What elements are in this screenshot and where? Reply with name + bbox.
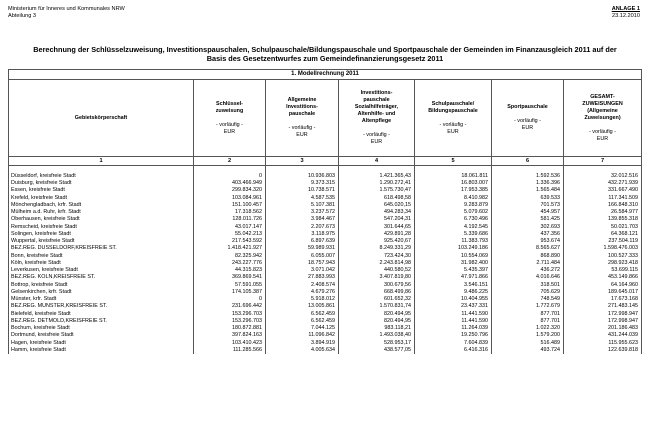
title-line-1: Berechnung der Schlüsselzuweisung, Investitionspauschalen, Schulpauschale/Bildungspauschale und Sportpauschale der Gemeinden im Finanzausgleich 2011 auf der (33, 45, 617, 54)
column-header-4 (339, 80, 415, 157)
amount-cell: 172.998.947 (564, 311, 642, 318)
table-row (9, 231, 642, 238)
amount-cell: 180.872.881 (194, 325, 266, 332)
amount-cell: 47.971.866 (415, 274, 492, 281)
amount-cell: 601.652,32 (339, 296, 415, 303)
table-row (9, 282, 642, 289)
amount-cell: 705.629 (492, 289, 564, 296)
title-line-2: Basis des Gesetzentwurfes zum Gemeindefinanzierungsgesetz 2011 (206, 54, 444, 63)
amount-cell: 237.504.119 (564, 238, 642, 245)
amount-cell: 53.699.115 (564, 267, 642, 274)
column-unit-label: - vorläufig - EUR (363, 132, 390, 145)
amount-cell: 172.998.947 (564, 318, 642, 325)
amount-cell: 57.591.055 (194, 282, 266, 289)
municipality-name-cell: Gelsenkirchen, krfr. Stadt (9, 289, 194, 296)
table-row (9, 296, 642, 303)
amount-cell: 8.565.627 (492, 245, 564, 252)
amount-cell: 723.424,30 (339, 253, 415, 260)
amount-cell: 59.989.931 (266, 245, 339, 252)
amount-cell: 217.543.592 (194, 238, 266, 245)
amount-cell: 11.441.590 (415, 311, 492, 318)
amount-cell: 4.679.276 (266, 289, 339, 296)
amount-cell: 369.869.541 (194, 274, 266, 281)
amount-cell: 128.011.726 (194, 216, 266, 223)
amount-cell: 4.016.646 (492, 274, 564, 281)
municipality-name-cell: Hagen, kreisfreie Stadt (9, 340, 194, 347)
amount-cell: 17.318.562 (194, 209, 266, 216)
amount-cell: 153.296.703 (194, 311, 266, 318)
amount-cell: 117.341.509 (564, 195, 642, 202)
amount-cell: 1.421.365,43 (339, 173, 415, 180)
amount-cell: 11.383.793 (415, 238, 492, 245)
amount-cell: 11.441.590 (415, 318, 492, 325)
amount-cell: 820.494,95 (339, 311, 415, 318)
amount-cell: 122.639.818 (564, 347, 642, 354)
amount-cell: 6.562.459 (266, 318, 339, 325)
amount-cell: 748.549 (492, 296, 564, 303)
amount-cell: 9.373.315 (266, 180, 339, 187)
municipality-name-cell: Bottrop, kreisfreie Stadt (9, 282, 194, 289)
amount-cell: 820.494,95 (339, 318, 415, 325)
column-number-row (9, 157, 642, 166)
amount-cell: 528.953,17 (339, 340, 415, 347)
table-row (9, 224, 642, 231)
amount-cell: 331.667.490 (564, 187, 642, 194)
amount-cell: 0 (194, 173, 266, 180)
amount-cell: 318.501 (492, 282, 564, 289)
table-row (9, 267, 642, 274)
document-title (6, 45, 644, 63)
amount-cell: 10.936.803 (266, 173, 339, 180)
amount-cell: 6.416.316 (415, 347, 492, 354)
amount-cell: 3.546.151 (415, 282, 492, 289)
annex-label: ANLAGE 1 (611, 6, 640, 12)
table-body (9, 166, 642, 355)
amount-cell: 111.285.566 (194, 347, 266, 354)
amount-cell: 2.711.484 (492, 260, 564, 267)
amount-cell: 18.061.811 (415, 173, 492, 180)
column-header-2 (194, 80, 266, 157)
amount-cell: 1.575.730,47 (339, 187, 415, 194)
amount-cell: 6.897.639 (266, 238, 339, 245)
table-row (9, 318, 642, 325)
amount-cell: 11.264.039 (415, 325, 492, 332)
amount-cell: 302.693 (492, 224, 564, 231)
amount-cell: 431.244.039 (564, 332, 642, 339)
column-label: Investitions- pauschale Sozialhilfeträger, Altenhilfe- und Altenpflege (354, 90, 399, 124)
amount-cell: 1.290.272,41 (339, 180, 415, 187)
amount-cell: 271.483.145 (564, 303, 642, 310)
amount-cell: 877.701 (492, 311, 564, 318)
municipality-name-cell: Münster, krfr. Stadt (9, 296, 194, 303)
amount-cell: 1.022.320 (492, 325, 564, 332)
amount-cell: 82.325.942 (194, 253, 266, 260)
table-row (9, 187, 642, 194)
column-header-3 (266, 80, 339, 157)
amount-cell: 5.339.686 (415, 231, 492, 238)
table-row (9, 180, 642, 187)
amount-cell: 1.565.484 (492, 187, 564, 194)
municipality-name-cell: Krefeld, kreisfreie Stadt (9, 195, 194, 202)
amount-cell: 55.042.213 (194, 231, 266, 238)
amount-cell: 3.407.819,80 (339, 274, 415, 281)
table-row (9, 195, 642, 202)
amount-cell: 668.499,86 (339, 289, 415, 296)
amount-cell: 299.834.320 (194, 187, 266, 194)
amount-cell: 243.227.776 (194, 260, 266, 267)
amount-cell: 166.848.310 (564, 202, 642, 209)
amount-cell: 31.982.400 (415, 260, 492, 267)
column-number: 6 (492, 157, 564, 166)
header-left (8, 6, 125, 20)
amount-cell: 231.696.442 (194, 303, 266, 310)
amount-cell: 3.984.467 (266, 216, 339, 223)
amount-cell: 153.296.703 (194, 318, 266, 325)
amount-cell: 23.437.331 (415, 303, 492, 310)
amount-cell: 6.730.496 (415, 216, 492, 223)
municipality-name-cell: Dortmund, kreisfreie Stadt (9, 332, 194, 339)
amount-cell: 493.724 (492, 347, 564, 354)
amount-cell: 3.237.572 (266, 209, 339, 216)
amount-cell: 7.604.839 (415, 340, 492, 347)
amount-cell: 2.243.814,98 (339, 260, 415, 267)
amount-cell: 701.573 (492, 202, 564, 209)
amount-cell: 174.105.387 (194, 289, 266, 296)
amount-cell: 13.005.861 (266, 303, 339, 310)
amount-cell: 7.044.125 (266, 325, 339, 332)
amount-cell: 17.673.168 (564, 296, 642, 303)
amount-cell: 103.410.423 (194, 340, 266, 347)
amount-cell: 397.824.163 (194, 332, 266, 339)
amount-cell: 103.249.186 (415, 245, 492, 252)
amount-cell: 100.527.333 (564, 253, 642, 260)
column-header-1 (9, 80, 194, 157)
amount-cell: 1.579.200 (492, 332, 564, 339)
amount-cell: 301.644,65 (339, 224, 415, 231)
amount-cell: 618.498,58 (339, 195, 415, 202)
table-row (9, 202, 642, 209)
amount-cell: 868.890 (492, 253, 564, 260)
amount-cell: 1.592.536 (492, 173, 564, 180)
allocation-table (8, 69, 642, 354)
column-unit-label: - vorläufig - EUR (439, 121, 467, 135)
amount-cell: 17.953.385 (415, 187, 492, 194)
municipality-name-cell: Düsseldorf, kreisfreie Stadt (9, 173, 194, 180)
amount-cell: 103.084.961 (194, 195, 266, 202)
amount-cell: 19.250.796 (415, 332, 492, 339)
amount-cell: 3.894.919 (266, 340, 339, 347)
amount-cell: 2.207.673 (266, 224, 339, 231)
amount-cell: 115.955.623 (564, 340, 642, 347)
amount-cell: 5.107.381 (266, 202, 339, 209)
amount-cell: 438.577,05 (339, 347, 415, 354)
column-label: Gebietskörperschaft (74, 114, 128, 121)
header-right (612, 6, 640, 20)
municipality-name-cell: Duisburg, kreisfreie Stadt (9, 180, 194, 187)
amount-cell: 4.192.545 (415, 224, 492, 231)
column-label: GESAMT- ZUWEISUNGEN (Allgemeine Zuweisungen) (582, 93, 623, 121)
column-label: Sportpauschale (507, 104, 548, 110)
amount-cell: 1.336.396 (492, 180, 564, 187)
table-banner: 1. Modellrechnung 2011 (9, 70, 642, 80)
amount-cell: 2.408.574 (266, 282, 339, 289)
amount-cell: 1.772.679 (492, 303, 564, 310)
municipality-name-cell: BEZ.REG. MÜNSTER,KREISFREIE ST. (9, 303, 194, 310)
amount-cell: 436.272 (492, 267, 564, 274)
amount-cell: 8.410.982 (415, 195, 492, 202)
amount-cell: 10.404.955 (415, 296, 492, 303)
amount-cell: 454.957 (492, 209, 564, 216)
column-number: 1 (9, 157, 194, 166)
amount-cell: 645.020,15 (339, 202, 415, 209)
amount-cell: 9.486.225 (415, 289, 492, 296)
column-unit-label: - vorläufig - EUR (589, 128, 616, 142)
amount-cell: 1.570.831,74 (339, 303, 415, 310)
table-row (9, 274, 642, 281)
column-label: Schlüssel- zuweisung (215, 100, 244, 114)
amount-cell: 3.071.042 (266, 267, 339, 274)
amount-cell: 5.918.012 (266, 296, 339, 303)
municipality-name-cell: BEZ.REG. KÖLN,KREISFREIE ST. (9, 274, 194, 281)
amount-cell: 10.738.571 (266, 187, 339, 194)
amount-cell: 494.283,34 (339, 209, 415, 216)
municipality-name-cell: Bonn, kreisfreie Stadt (9, 253, 194, 260)
amount-cell: 1.493.038,40 (339, 332, 415, 339)
spacer-row (9, 166, 642, 173)
table-row (9, 238, 642, 245)
amount-cell: 201.186.483 (564, 325, 642, 332)
amount-cell: 300.679,56 (339, 282, 415, 289)
amount-cell: 6.562.459 (266, 311, 339, 318)
table-row (9, 209, 642, 216)
amount-cell: 3.118.975 (266, 231, 339, 238)
amount-cell: 877.701 (492, 318, 564, 325)
amount-cell: 4.005.634 (266, 347, 339, 354)
table-row (9, 347, 642, 354)
municipality-name-cell: Remscheid, kreisfreie Stadt (9, 224, 194, 231)
amount-cell: 43.017.147 (194, 224, 266, 231)
column-number: 2 (194, 157, 266, 166)
column-label: Allgemeine Investitions- pauschale (286, 97, 318, 117)
municipality-name-cell: Bochum, kreisfreie Stadt (9, 325, 194, 332)
amount-cell: 32.012.516 (564, 173, 642, 180)
amount-cell: 151.100.457 (194, 202, 266, 209)
amount-cell: 1.598.476.003 (564, 245, 642, 252)
amount-cell: 11.096.842 (266, 332, 339, 339)
municipality-name-cell: Solingen, kreisfreie Stadt (9, 231, 194, 238)
column-number: 3 (266, 157, 339, 166)
amount-cell: 9.283.879 (415, 202, 492, 209)
municipality-name-cell: Mönchengladbach, krfr. Stadt (9, 202, 194, 209)
table-row (9, 311, 642, 318)
municipality-name-cell: BEZ.REG. DÜSSELDORF,KREISFREIE ST. (9, 245, 194, 252)
table-row (9, 340, 642, 347)
amount-cell: 44.315.823 (194, 267, 266, 274)
amount-cell: 189.645.017 (564, 289, 642, 296)
table-row (9, 173, 642, 180)
municipality-name-cell: BEZ.REG. DETMOLD,KREISFREIE ST. (9, 318, 194, 325)
municipality-name-cell: Wuppertal, kreisfreie Stadt (9, 238, 194, 245)
amount-cell: 925.420,67 (339, 238, 415, 245)
amount-cell: 5.435.397 (415, 267, 492, 274)
column-number: 4 (339, 157, 415, 166)
amount-cell: 0 (194, 296, 266, 303)
municipality-name-cell: Essen, kreisfreie Stadt (9, 187, 194, 194)
municipality-name-cell: Leverkusen, kreisfreie Stadt (9, 267, 194, 274)
amount-cell: 64.164.960 (564, 282, 642, 289)
ministry-name: Ministerium für Inneres und Kommunales NRW (8, 6, 125, 12)
municipality-name-cell: Köln, kreisfreie Stadt (9, 260, 194, 267)
amount-cell: 953.674 (492, 238, 564, 245)
column-header-6 (492, 80, 564, 157)
amount-cell: 639.533 (492, 195, 564, 202)
amount-cell: 5.079.602 (415, 209, 492, 216)
amount-cell: 27.883.993 (266, 274, 339, 281)
column-label: Schulpauschale/ Bildungspauschale (428, 100, 478, 114)
amount-cell: 10.554.069 (415, 253, 492, 260)
amount-cell: 8.249.331,29 (339, 245, 415, 252)
table-row (9, 253, 642, 260)
amount-cell: 18.757.943 (266, 260, 339, 267)
department-name: Abteilung 3 (8, 13, 36, 19)
amount-cell: 298.923.418 (564, 260, 642, 267)
amount-cell: 139.855.318 (564, 216, 642, 223)
table-row (9, 325, 642, 332)
amount-cell: 429.891,28 (339, 231, 415, 238)
table-row (9, 332, 642, 339)
amount-cell: 453.149.866 (564, 274, 642, 281)
column-unit-label: - vorläufig - EUR (288, 125, 316, 138)
column-header-5 (415, 80, 492, 157)
column-number: 5 (415, 157, 492, 166)
amount-cell: 516.489 (492, 340, 564, 347)
column-header-7 (564, 80, 642, 157)
column-unit-label: - vorläufig - EUR (514, 118, 541, 131)
amount-cell: 983.118,21 (339, 325, 415, 332)
table-row (9, 260, 642, 267)
table-row (9, 216, 642, 223)
document-date: 23.12.2010 (612, 13, 640, 19)
amount-cell: 50.021.703 (564, 224, 642, 231)
column-number: 7 (564, 157, 642, 166)
amount-cell: 4.587.535 (266, 195, 339, 202)
amount-cell: 1.418.421.927 (194, 245, 266, 252)
amount-cell: 6.055.007 (266, 253, 339, 260)
amount-cell: 16.803.007 (415, 180, 492, 187)
amount-cell: 440.580,52 (339, 267, 415, 274)
municipality-name-cell: Bielefeld, kreisfreie Stadt (9, 311, 194, 318)
amount-cell: 437.356 (492, 231, 564, 238)
amount-cell: 403.466.949 (194, 180, 266, 187)
amount-cell: 581.425 (492, 216, 564, 223)
municipality-name-cell: Oberhausen, kreisfreie Stadt (9, 216, 194, 223)
municipality-name-cell: Hamm, kreisfreie Stadt (9, 347, 194, 354)
amount-cell: 432.271.939 (564, 180, 642, 187)
table-row (9, 245, 642, 252)
amount-cell: 26.584.977 (564, 209, 642, 216)
municipality-name-cell: Mülheim a.d. Ruhr, krfr. Stadt (9, 209, 194, 216)
column-unit-label: - vorläufig - EUR (216, 121, 243, 135)
column-header-row (9, 80, 642, 157)
table-row (9, 289, 642, 296)
table-row (9, 303, 642, 310)
amount-cell: 64.368.121 (564, 231, 642, 238)
amount-cell: 547.204,31 (339, 216, 415, 223)
